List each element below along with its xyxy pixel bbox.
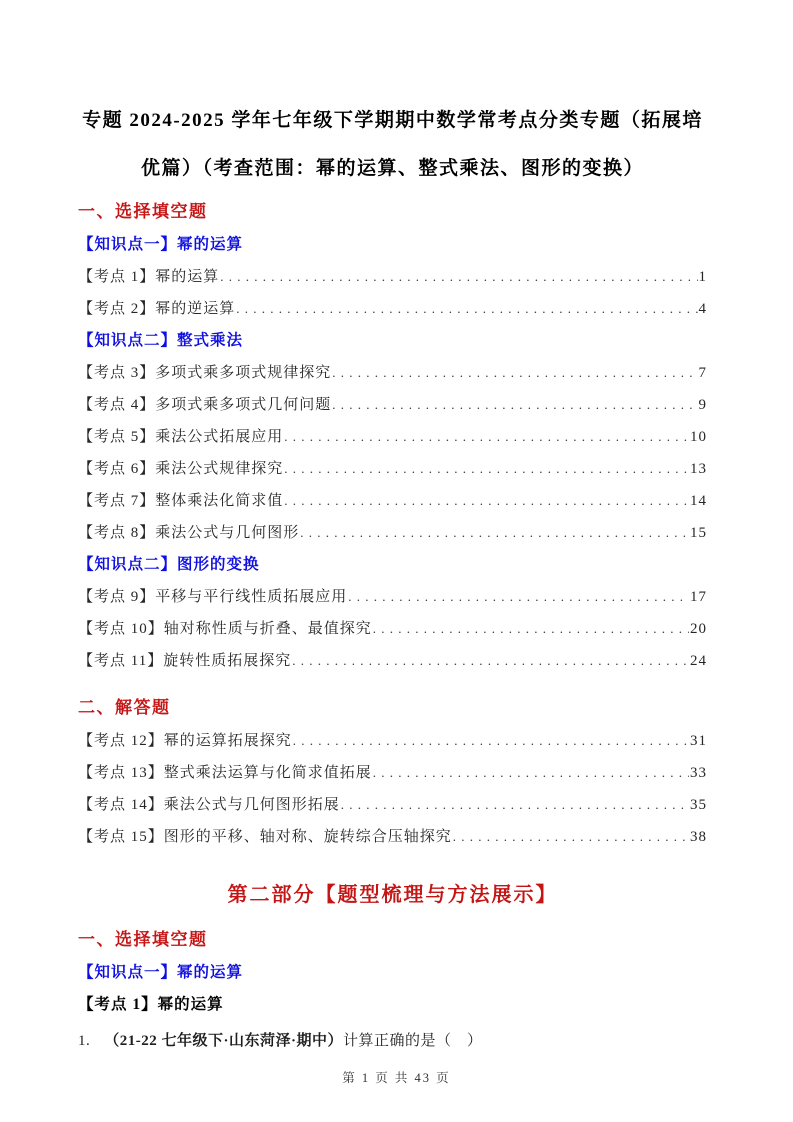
toc-item-page: 1 [698,269,707,285]
part2-knowledge-point-heading: 【知识点一】幂的运算 [78,964,244,981]
document-title-line2: 优篇）（考查范围：幂的运算、整式乘法、图形的变换） [140,158,644,179]
toc-item-label: 【考点 5】乘法公式拓展应用 [78,429,284,445]
part2-heading: 第二部分【题型梳理与方法展示】 [227,884,558,906]
toc-dot-leader [292,645,689,677]
toc-item [78,821,707,853]
part2-kaodian-heading: 【考点 1】幂的运算 [78,996,224,1013]
toc-item [78,613,707,645]
toc-item-page: 9 [698,397,707,413]
toc-dot-leader [341,789,689,821]
toc-item-label: 【考点 7】整体乘法化简求值 [78,493,284,509]
toc-dot-leader [332,389,697,421]
toc-item [78,645,707,677]
toc-item-page: 7 [698,365,707,381]
question-1 [78,1025,707,1057]
toc-item-page: 20 [690,621,707,637]
toc-item [78,421,707,453]
toc-item-label: 【考点 11】旋转性质拓展探究 [78,653,292,669]
toc-item-label: 【考点 13】整式乘法运算与化简求值拓展 [78,765,372,781]
toc-item-page: 14 [690,493,707,509]
toc-item-label: 【考点 3】多项式乘多项式规律探究 [78,365,332,381]
toc-section1-heading: 一、选择填空题 [78,202,208,221]
toc-item-page: 31 [690,733,707,749]
toc-item-page: 33 [690,765,707,781]
toc-item-label: 【考点 4】多项式乘多项式几何问题 [78,397,332,413]
toc-item-label: 【考点 15】图形的平移、轴对称、旋转综合压轴探究 [78,829,452,845]
toc-item [78,389,707,421]
toc-item-label: 【考点 6】乘法公式规律探究 [78,461,284,477]
toc-item-page: 38 [690,829,707,845]
toc-item-page: 17 [690,589,707,605]
toc-item-page: 4 [698,301,707,317]
toc-dot-leader [453,821,689,853]
knowledge-point-2-heading: 【知识点二】整式乘法 [78,332,244,349]
toc-item-label: 【考点 10】轴对称性质与折叠、最值探究 [78,621,372,637]
toc-item [78,453,707,485]
toc-item-page: 13 [690,461,707,477]
toc-item-label: 【考点 1】幂的运算 [78,269,220,285]
knowledge-point-1-heading: 【知识点一】幂的运算 [78,236,244,253]
toc-item-label: 【考点 2】幂的逆运算 [78,301,236,317]
document-title-line1: 专题 2024-2025 学年七年级下学期期中数学常考点分类专题（拓展培 [82,110,703,131]
toc-dot-leader [284,485,689,517]
toc-dot-leader [373,613,689,645]
page-footer: 第 1 页 共 43 页 [342,1071,451,1085]
toc-dot-leader [293,725,689,757]
question-number: 1. [78,1033,91,1049]
toc-item [78,261,707,293]
toc-dot-leader [220,261,697,293]
toc-dot-leader [373,757,689,789]
toc-dot-leader [284,421,689,453]
toc-item [78,357,707,389]
knowledge-point-3-heading: 【知识点二】图形的变换 [78,556,260,573]
toc-item-page: 15 [690,525,707,541]
toc-dot-leader [300,517,689,549]
toc-dot-leader [348,581,689,613]
toc-item [78,757,707,789]
toc-item [78,789,707,821]
toc-dot-leader [236,293,697,325]
toc-item [78,517,707,549]
toc-item [78,725,707,757]
toc-dot-leader [284,453,689,485]
toc-item-page: 24 [690,653,707,669]
toc-item-label: 【考点 9】平移与平行线性质拓展应用 [78,589,348,605]
question-source: （21-22 七年级下·山东菏泽·期中） [104,1033,344,1049]
toc-section2-heading: 二、解答题 [78,698,171,717]
toc-item [78,293,707,325]
toc-item-page: 10 [690,429,707,445]
question-text: 计算正确的是（ ） [343,1033,483,1049]
toc-item-label: 【考点 14】乘法公式与几何图形拓展 [78,797,340,813]
toc-item [78,485,707,517]
document-title [78,97,707,193]
toc-item-label: 【考点 8】乘法公式与几何图形 [78,525,300,541]
toc-dot-leader [332,357,697,389]
toc-item [78,581,707,613]
toc-item-page: 35 [690,797,707,813]
toc-item-label: 【考点 12】幂的运算拓展探究 [78,733,292,749]
part2-section-heading: 一、选择填空题 [78,930,208,949]
